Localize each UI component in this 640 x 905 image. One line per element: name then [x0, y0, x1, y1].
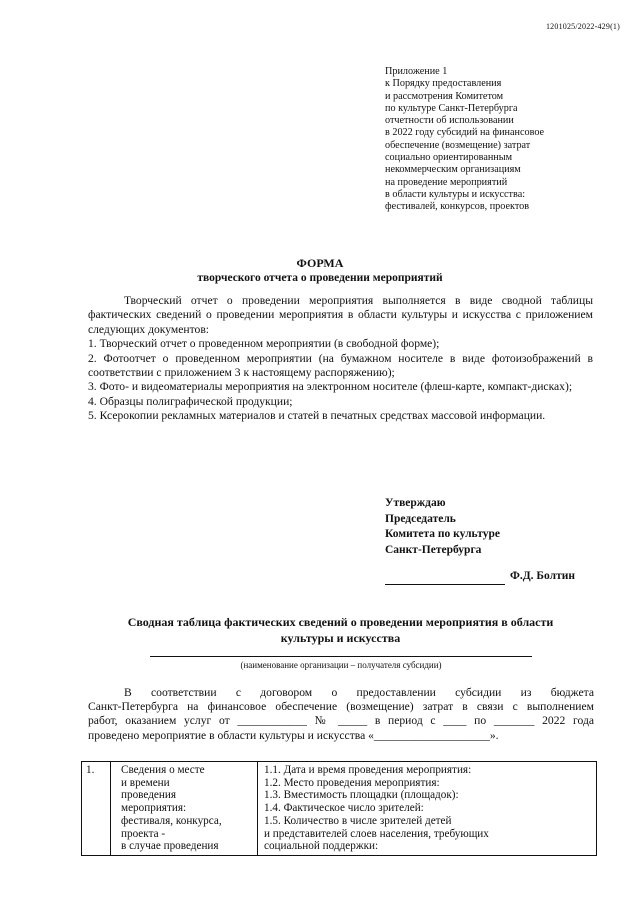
- signature-line: [385, 572, 505, 585]
- intro-section: [88, 294, 593, 424]
- summary-table: [81, 761, 597, 856]
- table-row: [82, 762, 597, 856]
- cell-line: проведения: [121, 789, 176, 802]
- annex-line: в 2022 году субсидий на финансовое: [385, 127, 545, 139]
- cell-line: 1.4. Фактическое число зрителей:: [264, 802, 424, 815]
- list-item: 4. Образцы полиграфической продукции;: [88, 394, 293, 408]
- list-item: 3. Фото- и видеоматериалы мероприятия на электронном носителе (флеш-карте, компакт-дисках);: [88, 380, 573, 394]
- annex-block: [385, 66, 615, 214]
- intro-paragraph: Творческий отчет о проведении мероприятия выполняется в виде сводной таблицы фактических сведений о проведении мероприятия в области культуры и искусства с приложением следующих документов:: [88, 294, 593, 336]
- summary-title-line: Сводная таблица фактических сведений о проведении мероприятия в области: [127, 615, 554, 629]
- annex-line: и рассмотрения Комитетом: [385, 90, 504, 102]
- form-title: ФОРМА: [296, 256, 344, 270]
- paragraph-line: проведено мероприятие в области культуры и искусства «____________________».: [88, 728, 499, 742]
- organization-caption: (наименование организации – получателя субсидии): [240, 660, 442, 670]
- approval-line: Санкт-Петербурга: [385, 543, 482, 556]
- annex-line: некоммерческим организациям: [385, 164, 521, 176]
- approval-block: [385, 496, 500, 558]
- cell-line: мероприятия:: [121, 802, 187, 815]
- approval-line: Комитета по культуре: [385, 528, 500, 541]
- annex-line: обеспечение (возмещение) затрат: [385, 139, 531, 151]
- annex-line: по культуре Санкт-Петербурга: [385, 102, 518, 114]
- approval-line: Утверждаю: [385, 497, 446, 509]
- summary-title-line: культуры и искусства: [280, 631, 401, 645]
- signer-name: Ф.Д. Болтин: [510, 570, 575, 582]
- cell-line: и представителей слоев населения, требующих: [264, 827, 489, 840]
- cell-line: 1.2. Место проведения мероприятия:: [264, 776, 440, 789]
- cell-line: и времени: [121, 776, 170, 789]
- annex-line: фестивалей, конкурсов, проектов: [385, 201, 530, 213]
- cell-line: социальной поддержки:: [264, 840, 379, 853]
- cell-line: фестиваля, конкурса,: [121, 814, 222, 827]
- cell-line: в случае проведения: [121, 840, 219, 853]
- approval-line: Председатель: [385, 512, 456, 525]
- paragraph-line: В соответствии с договором о предоставлении субсидии из бюджета: [124, 686, 594, 699]
- cell-line: 1.1. Дата и время проведения мероприятия:: [264, 764, 472, 776]
- list-item: 1. Творческий отчет о проведенном мероприятии (в свободной форме);: [88, 337, 440, 351]
- annex-line: отчетности об использовании: [385, 115, 514, 127]
- list-item: 2. Фотоотчет о проведенном мероприятии (на бумажном носителе в виде фотоизображений в соответствии с приложением 3 к настоящему распоряжению);: [88, 351, 593, 380]
- list-item: 5. Ксерокопии рекламных материалов и статей в печатных средствах массовой информации.: [88, 409, 546, 423]
- annex-line: Приложение 1: [385, 66, 448, 77]
- document-id: 1201025/2022-429(1): [545, 22, 620, 31]
- row-label-cell: [111, 762, 258, 856]
- annex-line: на проведение мероприятий: [385, 176, 508, 188]
- annex-line: к Порядку предоставления: [385, 78, 502, 90]
- annex-line: социально ориентированным: [385, 152, 513, 164]
- cell-line: 1.5. Количество в числе зрителей детей: [264, 814, 452, 827]
- cell-line: проекта -: [121, 827, 166, 840]
- annex-line: в области культуры и искусства:: [385, 188, 526, 200]
- cell-line: Сведения о месте: [121, 764, 205, 776]
- row-number: 1.: [82, 762, 111, 856]
- paragraph-line: работ, оказанием услуг от ____________ № _____ в период с ____ по _______ 2022 года: [88, 714, 594, 728]
- summary-table-title: [88, 614, 593, 646]
- organization-name-line: [150, 656, 532, 657]
- paragraph-line: Санкт-Петербурга на финансовое обеспечение (возмещение) затрат в связи с выполнением: [88, 700, 594, 714]
- contract-paragraph: [88, 686, 594, 743]
- row-details-cell: [258, 762, 597, 856]
- cell-line: 1.3. Вместимость площадки (площадок):: [264, 789, 459, 802]
- form-subtitle: творческого отчета о проведении мероприятий: [197, 272, 443, 284]
